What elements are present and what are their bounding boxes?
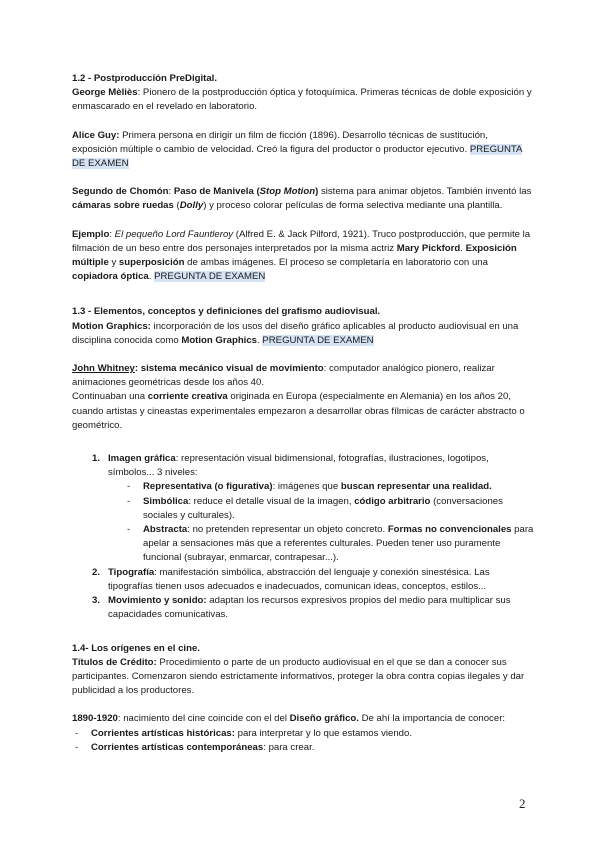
paragraph-example: Ejemplo: El pequeño Lord Fauntleroy (Alfred E. & Jack Pilford, 1921). Truco postproducción, que permite la filmación de un beso entre dos personajes interpretados por la misma actriz Mary Pickford. Exposición múltiple y superposición de ambas imágenes. El proceso se completaría en laboratorio con una copiadora óptica. PREGUNTA DE EXAMEN [72, 228, 531, 283]
document-page [72, 72, 534, 755]
list-item: - Representativa (o figurativa): imágenes que buscan representar una realidad. [127, 481, 492, 493]
list-item: - Simbólica: reduce el detalle visual de la imagen, código arbitrario (conversaciones sociales y culturales). [127, 495, 503, 521]
section-heading-1-4: 1.4- Los orígenes en el cine. [72, 642, 200, 654]
graphic-elements-list [72, 452, 534, 622]
list-item: - Corrientes artísticas contemporáneas: para crear. [75, 741, 315, 753]
paragraph-melies: George Mèliès: Pionero de la postproducción óptica y fotoquímica. Primeras técnicas de doble exposición y enmascarado en el revelado en laboratorio. [72, 87, 532, 113]
list-item: - Corrientes artísticas históricas: para interpretar y lo que estamos viendo. [75, 727, 413, 739]
exam-highlight: PREGUNTA DE EXAMEN [154, 271, 266, 283]
page-number: 2 [519, 796, 526, 811]
artistic-currents-list [72, 727, 534, 755]
list-item: 1. Imagen gráfica: representación visual bidimensional, fotografías, ilustraciones, logotipos, símbolos... 3 niveles: - Representativa (o figurativa): imágenes que buscan representar una realidad. - Simbólica: reduce el detalle visual de la imagen, código arbitrario (conversaciones sociales y culturales). - Abstracta: no pretenden representar un objeto concreto. Formas no convencionales para apelar a sensaciones más que a referentes culturales. Pueden tener uso puramente funcional (subrayar, enmarcar, contrapesar...). [72, 452, 534, 566]
section-heading-1-3: 1.3 - Elementos, conceptos y definiciones del grafismo audiovisual. [72, 306, 381, 318]
exam-highlight: PREGUNTA DE EXAMEN [262, 334, 374, 346]
list-item: 2. Tipografía: manifestación simbólica, abstracción del lenguaje y conexión sinestésica. Las tipografías tienen usos adecuados e inadecuados, comunican ideas, conceptos, estilos... [92, 566, 490, 592]
paragraph-chomon: Segundo de Chomón: Paso de Manivela (Stop Motion) sistema para animar objetos. También inventó las cámaras sobre ruedas (Dolly) y proceso colorar películas de forma selectiva mediante una plantilla. [72, 186, 532, 212]
paragraph-motion-graphics: Motion Graphics: incorporación de los usos del diseño gráfico aplicables al producto audiovisual en una disciplina conocida como Motion Graphics. PREGUNTA DE EXAMEN [72, 320, 519, 346]
section-heading-1-2: 1.2 - Postproducción PreDigital. [72, 73, 217, 84]
paragraph-john-whitney: John Whitney: sistema mecánico visual de movimiento: computador analógico pionero, realizar animaciones geométricas desde los años 40. [72, 363, 495, 389]
paragraph-alice-guy: Alice Guy: Primera persona en dirigir un film de ficción (1896). Desarrollo técnicas de sustitución, exposición múltiple o cambio de velocidad. Creó la figura del productor o productor ejecutivo. PREGUNTA DE EXAMEN [72, 129, 523, 170]
paragraph-titulos-credito: Títulos de Crédito: Procedimiento o parte de un producto audiovisual en el que se dan a conocer sus participantes. Comenzaron siendo estrictamente informativos, proteger la obra contra copias ilegales y dar publicidad a los productores. [72, 656, 525, 697]
paragraph-1890-1920: 1890-1920: nacimiento del cine coincide con el del Diseño gráfico. De ahí la importancia de conocer: [72, 713, 506, 725]
list-item: - Abstracta: no pretenden representar un objeto concreto. Formas no convencionales para apelar a sensaciones más que a referentes culturales. Pueden tener uso puramente funcional (subrayar, enmarcar, contrapesar...). [127, 524, 534, 564]
exam-highlight: PREGUNTA DE EXAMEN [72, 143, 523, 170]
paragraph-corriente-creativa: Continuaban una corriente creativa originada en Europa (especialmente en Alemania) en los años 20, cuando artistas y cineastas experimentales empezaron a desarrollar obras fílmicas de carácter abstracto o geométrico. [72, 391, 525, 431]
sublist-levels [108, 480, 534, 565]
list-item: 3. Movimiento y sonido: adaptan los recursos expresivos propios del medio para multiplicar sus capacidades comunicativas. [92, 595, 511, 621]
